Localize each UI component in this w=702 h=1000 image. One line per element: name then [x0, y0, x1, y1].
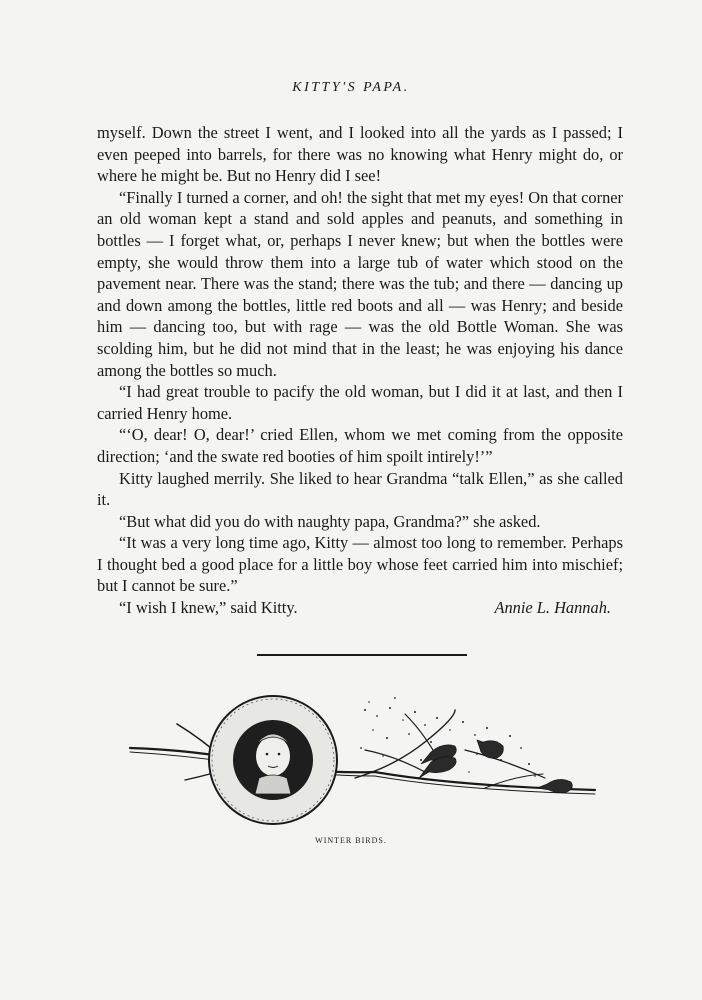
closing-line [97, 597, 623, 619]
paragraph: “Finally I turned a corner, and oh! the sight that met my eyes! On that corner an old woman kept a stand and sold apples and peanuts, and something in bottles — I forget what, or, perhaps I never knew; but when the bottles were empty, she would throw them into a large tub of water which stood on the pavement near. There was the stand; there was the tub; and there — dancing up and down among the bottles, little red boots and all — was Henry; and beside him — dancing too, but with rage — was the old Bottle Woman. She was scolding him, but he did not mind that in the least; he was enjoying his dance among the bottles so much. [97, 187, 623, 380]
paragraph: “I wish I knew,” said Kitty. [119, 598, 298, 618]
paragraph: Kitty laughed merrily. She liked to hear Grandma “talk Ellen,” as she called it. [97, 468, 623, 510]
section-divider [257, 654, 467, 656]
running-head: KITTY'S PAPA. [292, 80, 410, 95]
winter-birds-illustration [125, 690, 605, 830]
branches [130, 710, 595, 794]
paragraph: myself. Down the street I went, and I looked into all the yards as I passed; I even peeped into barrels, for there was no knowing what Henry might do, or where he might be. But no Henry did I see! [97, 123, 623, 186]
portrait-medallion [209, 696, 337, 824]
illustration-caption: WINTER BIRDS. [315, 836, 387, 845]
paragraph: “I had great trouble to pacify the old woman, but I did it at last, and then I carried Henry home. [97, 382, 623, 423]
story-text [97, 122, 623, 619]
author-signature: Annie L. Hannah. [494, 598, 611, 618]
paragraph: “‘O, dear! O, dear!’ cried Ellen, whom we met coming from the opposite direction; ‘and the swate red booties of him spoilt intirely!’” [97, 425, 623, 466]
paragraph: “But what did you do with naughty papa, Grandma?” she asked. [119, 511, 541, 531]
paragraph: “It was a very long time ago, Kitty — almost too long to remember. Perhaps I thought bed a good place for a little boy whose feet carried him into mischief; but I cannot be sure.” [97, 533, 623, 596]
